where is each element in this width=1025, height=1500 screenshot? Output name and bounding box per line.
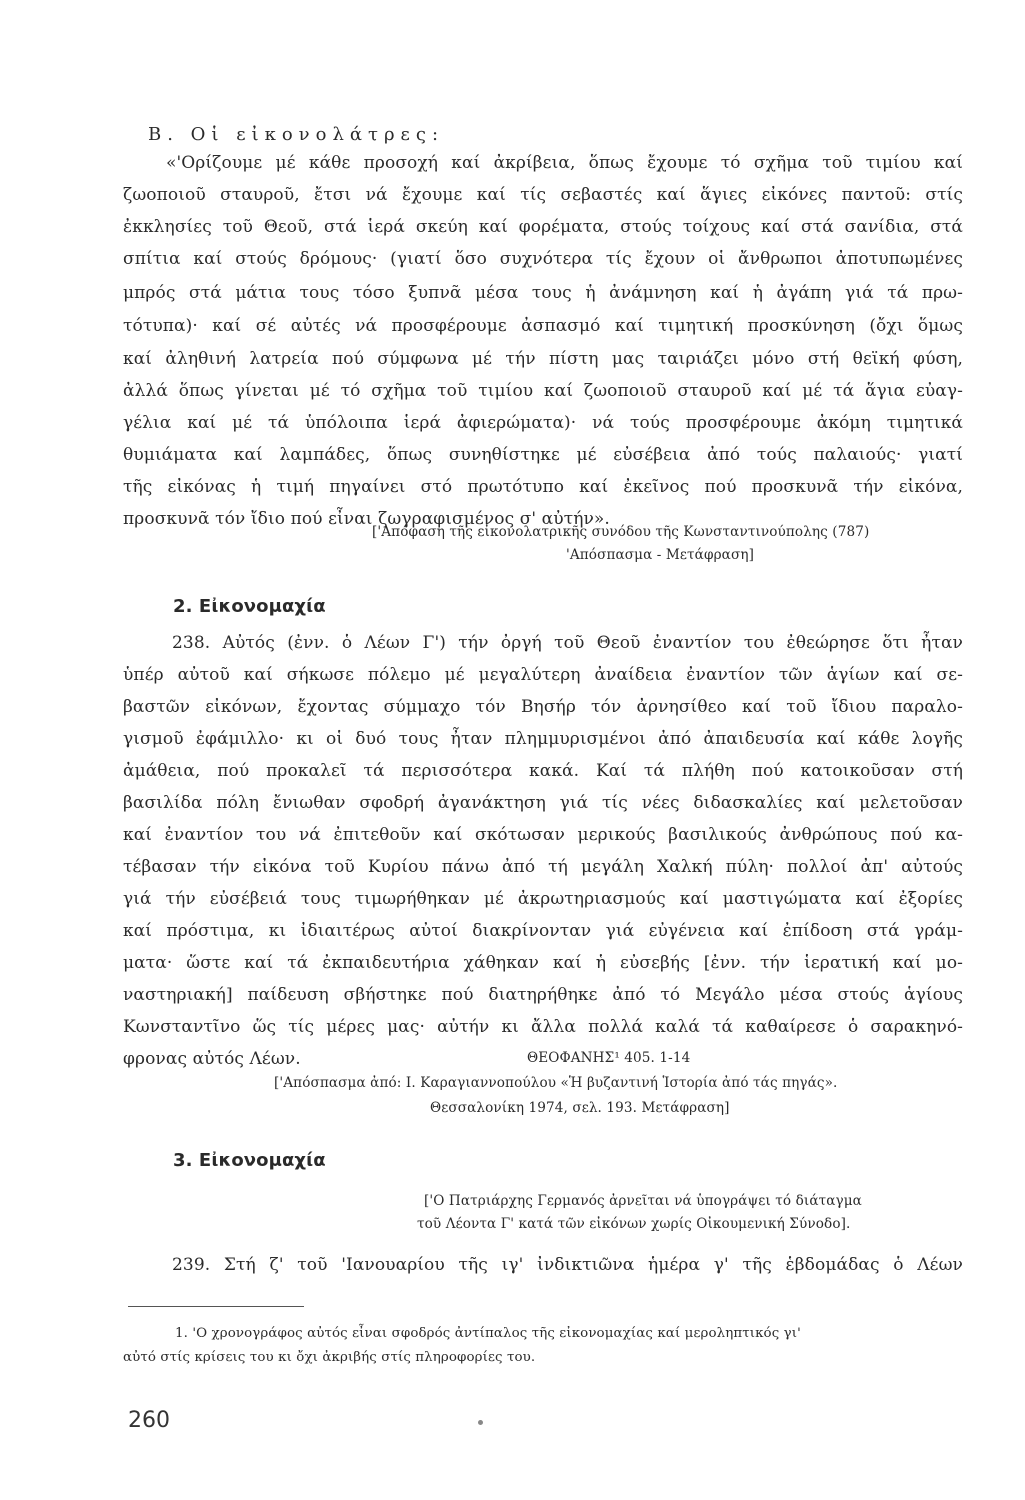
text-line: ἐκκλησίες τοῦ Θεοῦ, στά ἱερά σκεύη καί φορέματα, στούς τοίχους καί στά σανίδια, στά — [123, 217, 963, 237]
text-line: ὑπέρ αὐτοῦ καί σήκωσε πόλεμο μέ μεγαλύτερη ἀναίδεια ἐναντίον τῶν ἁγίων καί σε- — [123, 665, 963, 685]
source-citation: 'Απόσπασμα - Μετάφραση] — [566, 547, 754, 563]
text-line: 239. Στή ζ' τοῦ 'Ιανουαρίου τῆς ιγ' ἰνδικτιῶνα ἡμέρα γ' τῆς ἑβδομάδας ὁ Λέων — [172, 1255, 963, 1275]
text-line: γισμοῦ ἐφάμιλλο· κι οἱ δυό τους ἦταν πλημμυρισμένοι ἀπό ἀπαιδευσία καί κάθε λογῆς — [123, 729, 963, 749]
source-citation: Θεσσαλονίκη 1974, σελ. 193. Μετάφραση] — [430, 1100, 730, 1116]
text-line: βαστῶν εἰκόνων, ἔχοντας σύμμαχο τόν Βησήρ τόν ἀρνησίθεο καί τοῦ ἴδιου παραλο- — [123, 697, 963, 717]
text-line: βασιλίδα πόλη ἔνιωθαν σφοδρή ἀγανάκτηση γιά τίς νέες διδασκαλίες καί μελετοῦσαν — [123, 793, 963, 813]
footnote-divider — [128, 1306, 304, 1307]
section-b-heading: B. Οἱ εἰκονολάτρες: — [148, 124, 445, 145]
text-line: ζωοποιοῦ σταυροῦ, ἔτσι νά ἔχουμε καί τίς σεβαστές καί ἅγιες εἰκόνες παντοῦ: στίς — [123, 185, 963, 205]
text-line: ματα· ὥστε καί τά ἐκπαιδευτήρια χάθηκαν καί ἡ εὐσεβής [ἐνν. τήν ἱερατική καί μο- — [123, 953, 963, 973]
source-citation: ['Απόσπασμα ἀπό: Ι. Καραγιαννοπούλου «Ἡ βυζαντινή Ἱστορία ἀπό τάς πηγάς». — [274, 1075, 838, 1091]
text-line: καί ἐναντίον του νά ἐπιτεθοῦν καί σκότωσαν μερικούς βασιλικούς ἀνθρώπους πού κα- — [123, 825, 963, 845]
text-line: θυμιάματα καί λαμπάδες, ὅπως συνηθίστηκε μέ εὐσέβεια ἀπό τούς παλαιούς· γιατί — [123, 445, 963, 465]
text-line: μπρός στά μάτια τους τόσο ξυπνᾶ μέσα τους ἡ ἀνάμνηση καί ἡ ἀγάπη γιά τά πρω- — [123, 283, 963, 303]
section-intro: ['Ο Πατριάρχης Γερμανός ἀρνεῖται νά ὑπογράψει τό διάταγμα — [424, 1193, 862, 1209]
text-line: γέλια καί μέ τά ὑπόλοιπα ἱερά ἀφιερώματα)· νά τούς προσφέρουμε ἀκόμη τιμητικά — [123, 413, 963, 433]
source-author: ΘΕΟΦΑΝΗΣ¹ 405. 1-14 — [527, 1050, 691, 1066]
text-line: ἀλλά ὅπως γίνεται μέ τό σχῆμα τοῦ τιμίου καί ζωοποιοῦ σταυροῦ καί μέ τά ἅγια εὐαγ- — [123, 381, 963, 401]
text-line: 238. Αὐτός (ἐνν. ὁ Λέων Γ') τήν ὀργή τοῦ Θεοῦ ἐναντίον του ἐθεώρησε ὅτι ἦταν — [172, 633, 963, 653]
source-citation: ['Απόφαση τῆς εἰκονολατρικῆς συνόδου τῆς Κωνσταντινούπολης (787) — [372, 524, 870, 540]
text-line: ἀμάθεια, πού προκαλεῖ τά περισσότερα κακά. Καί τά πλήθη πού κατοικοῦσαν στή — [123, 761, 963, 781]
section-2-heading: 2. Εἰκονομαχία — [173, 596, 326, 617]
text-line: προσκυνᾶ τόν ἴδιο πού εἶναι ζωγραφισμένος σ' αὐτήν». — [123, 509, 610, 529]
text-line: γιά τήν εὐσέβειά τους τιμωρήθηκαν μέ ἀκρωτηριασμούς καί μαστιγώματα καί ἐξορίες — [123, 889, 963, 909]
text-line: καί πρόστιμα, κι ἰδιαιτέρως αὐτοί διακρίνονταν γιά εὐγένεια καί ἐπίδοση στά γράμ- — [123, 921, 963, 941]
text-line: καί ἀληθινή λατρεία πού σύμφωνα μέ τήν πίστη μας ταιριάζει μόνο στή θεϊκή φύση, — [123, 349, 963, 369]
footnote: 1. 'Ο χρονογράφος αὐτός εἶναι σφοδρός ἀντίπαλος τῆς εἰκονομαχίας καί μεροληπτικός γι' — [175, 1326, 801, 1341]
page-number: 260 — [128, 1408, 170, 1433]
footnote: αὐτό στίς κρίσεις του κι ὄχι ἀκριβής στίς πληροφορίες του. — [123, 1350, 536, 1365]
section-intro: τοῦ Λέοντα Γ' κατά τῶν εἰκόνων χωρίς Οἰκουμενική Σύνοδο]. — [417, 1216, 851, 1232]
text-line: τότυπα)· καί σέ αὐτές νά προσφέρουμε ἀσπασμό καί τιμητική προσκύνηση (ὄχι ὅμως — [123, 316, 963, 336]
text-line: «'Ορίζουμε μέ κάθε προσοχή καί ἀκρίβεια, ὅπως ἔχουμε τό σχῆμα τοῦ τιμίου καί — [166, 153, 963, 173]
text-line: Κωνσταντῖνο ὥς τίς μέρες μας· αὐτήν κι ἄλλα πολλά καλά τά καθαίρεσε ὁ σαρακηνό- — [123, 1017, 963, 1037]
text-line: τέβασαν τήν εἰκόνα τοῦ Κυρίου πάνω ἀπό τή μεγάλη Χαλκή πύλη· πολλοί ἀπ' αὐτούς — [123, 857, 963, 877]
text-line: φρονας αὐτός Λέων. — [123, 1049, 301, 1069]
text-line: τῆς εἰκόνας ἡ τιμή πηγαίνει στό πρωτότυπο καί ἐκεῖνος πού προσκυνᾶ τήν εἰκόνα, — [123, 477, 963, 497]
ink-speck — [478, 1420, 483, 1425]
text-line: σπίτια καί στούς δρόμους· (γιατί ὅσο συχνότερα τίς ἔχουν οἱ ἄνθρωποι ἀποτυπωμένες — [123, 249, 963, 269]
text-line: ναστηριακή] παίδευση σβήστηκε πού διατηρήθηκε ἀπό τό Μεγάλο μέσα στούς ἁγίους — [123, 985, 963, 1005]
section-3-heading: 3. Εἰκονομαχία — [173, 1150, 326, 1171]
